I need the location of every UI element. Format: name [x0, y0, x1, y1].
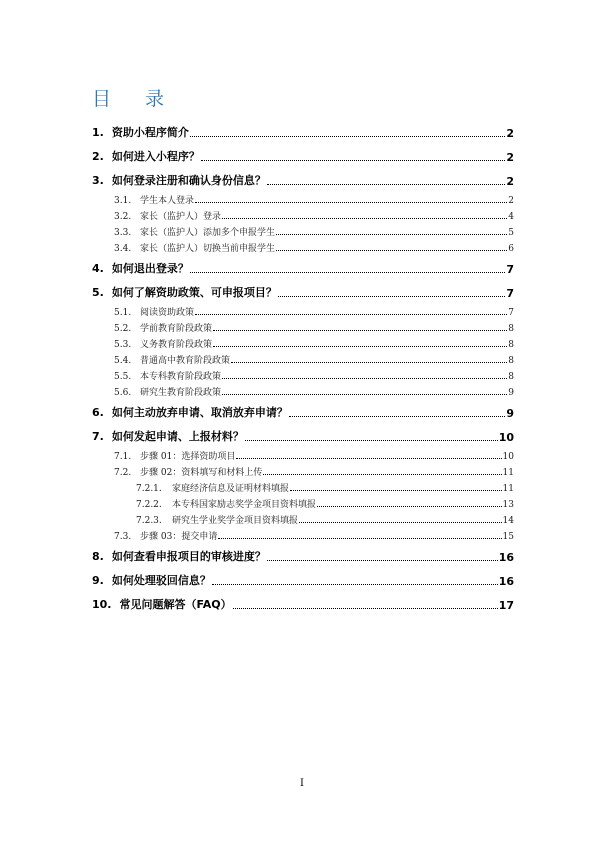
dot-leader — [276, 249, 507, 251]
toc-entry-page: 11 — [502, 468, 514, 478]
toc-entry-number: 7.2. — [114, 468, 132, 478]
toc-entry-number: 7.2.3. — [136, 516, 162, 526]
dot-leader — [201, 159, 506, 161]
toc-entry-number: 5.5. — [114, 372, 132, 382]
toc-entry-page: 2 — [508, 196, 514, 206]
toc-entry-7-1[interactable] — [114, 449, 514, 462]
toc-entry-5-5[interactable] — [114, 369, 514, 382]
toc-entry-number: 5.2. — [114, 324, 132, 334]
dot-leader — [190, 135, 506, 137]
dot-leader — [212, 583, 498, 585]
toc-entry-3-2[interactable] — [114, 209, 514, 222]
toc-entry-number: 5.3. — [114, 340, 132, 350]
dot-leader — [245, 439, 498, 441]
toc-entry-label: 步骤 01：选择资助项目 — [140, 452, 236, 462]
dot-leader — [289, 415, 506, 417]
toc-entry-label: 家长（监护人）登录 — [140, 212, 222, 222]
toc-entry-1[interactable] — [92, 124, 514, 140]
toc-entry-page: 14 — [502, 516, 514, 526]
dot-leader — [231, 361, 507, 363]
toc-entry-7-2-3[interactable] — [136, 513, 514, 526]
toc-entry-page: 8 — [508, 372, 514, 382]
toc-entry-label: 家庭经济信息及证明材料填报 — [172, 484, 290, 494]
toc-entry-5-4[interactable] — [114, 353, 514, 366]
dot-leader — [195, 313, 507, 315]
toc-entry-label: 如何进入小程序？ — [111, 150, 200, 163]
toc-entry-number: 3.1. — [114, 196, 132, 206]
toc-entry-label: 本专科教育阶段政策 — [140, 372, 222, 382]
dot-leader — [263, 473, 501, 475]
toc-entry-page: 8 — [508, 356, 514, 366]
dot-leader — [267, 183, 506, 185]
toc-entry-page: 4 — [508, 212, 514, 222]
dot-leader — [233, 607, 498, 609]
toc-entry-10[interactable] — [92, 596, 514, 612]
toc-entry-page: 13 — [502, 500, 514, 510]
toc-entry-5-1[interactable] — [114, 305, 514, 318]
toc-entry-label: 家长（监护人）添加多个申报学生 — [140, 228, 276, 238]
toc-entry-label: 学生本人登录 — [140, 196, 195, 206]
toc-entry-number: 7.1. — [114, 452, 132, 462]
toc-entry-page: 10 — [502, 452, 514, 462]
toc-entry-number: 6. — [92, 406, 104, 419]
dot-leader — [236, 457, 501, 459]
toc-entry-page: 9 — [508, 388, 514, 398]
toc-entry-label: 步骤 02：资料填写和材料上传 — [140, 468, 263, 478]
dot-leader — [190, 271, 506, 273]
toc-entry-label: 研究生教育阶段政策 — [140, 388, 222, 398]
toc-entry-page: 9 — [506, 407, 514, 420]
toc-entry-label: 家长（监护人）切换当前申报学生 — [140, 244, 276, 254]
toc-entry-number: 7.2.2. — [136, 500, 162, 510]
toc-entry-label: 资助小程序简介 — [111, 126, 189, 139]
toc-entry-number: 7. — [92, 430, 104, 443]
toc-entry-number: 2. — [92, 150, 104, 163]
toc-entry-page: 8 — [508, 340, 514, 350]
toc-entry-label: 研究生学业奖学金项目资料填报 — [172, 516, 299, 526]
toc-entry-label: 如何退出登录？ — [111, 262, 189, 275]
toc-entry-page: 16 — [498, 551, 514, 564]
toc-entry-label: 本专科国家励志奖学金项目资料填报 — [172, 500, 317, 510]
toc-entry-label: 如何发起申请、上报材料？ — [111, 430, 244, 443]
toc-title: 目 录 — [92, 88, 179, 110]
toc-entry-page: 10 — [498, 431, 514, 444]
toc-entry-6[interactable] — [92, 404, 514, 420]
toc-entry-label: 如何了解资助政策、可申报项目？ — [111, 286, 277, 299]
dot-leader — [218, 537, 501, 539]
toc-entry-label: 如何处理驳回信息？ — [111, 574, 211, 587]
toc-entry-number: 5.6. — [114, 388, 132, 398]
toc-entry-page: 6 — [508, 244, 514, 254]
toc-entry-3-1[interactable] — [114, 193, 514, 206]
toc-entry-number: 3.4. — [114, 244, 132, 254]
toc-entry-label: 阅读资助政策 — [140, 308, 195, 318]
toc-entry-number: 3.2. — [114, 212, 132, 222]
toc-entry-page: 2 — [506, 151, 514, 164]
toc-entry-number: 5. — [92, 286, 104, 299]
dot-leader — [317, 505, 502, 507]
dot-leader — [213, 329, 507, 331]
toc-entry-label: 如何查看申报项目的审核进度？ — [111, 550, 266, 563]
toc-entry-3-3[interactable] — [114, 225, 514, 238]
toc-entry-page: 16 — [498, 575, 514, 588]
toc-entry-7[interactable] — [92, 428, 514, 444]
toc-entry-number: 3. — [92, 174, 104, 187]
toc-entry-label: 普通高中教育阶段政策 — [140, 356, 231, 366]
toc-entry-4[interactable] — [92, 260, 514, 276]
toc-entry-label: 学前教育阶段政策 — [140, 324, 213, 334]
toc-entry-number: 10. — [92, 598, 112, 611]
toc-entry-label: 如何主动放弃申请、取消放弃申请？ — [111, 406, 288, 419]
toc-entry-7-2-2[interactable] — [136, 497, 514, 510]
dot-leader — [278, 295, 506, 297]
toc-entry-page: 11 — [502, 484, 514, 494]
dot-leader — [299, 521, 502, 523]
toc-entry-number: 8. — [92, 550, 104, 563]
toc-entry-7-2-1[interactable] — [136, 481, 514, 494]
toc-entry-number: 5.4. — [114, 356, 132, 366]
dot-leader — [222, 217, 507, 219]
toc-entry-number: 7.2.1. — [136, 484, 162, 494]
toc-entry-label: 如何登录注册和确认身份信息？ — [111, 174, 266, 187]
dot-leader — [222, 377, 507, 379]
toc-entry-label: 常见问题解答（FAQ） — [119, 598, 232, 611]
toc-entry-number: 5.1. — [114, 308, 132, 318]
dot-leader — [276, 233, 507, 235]
toc-entry-label: 义务教育阶段政策 — [140, 340, 213, 350]
toc-entry-page: 8 — [508, 324, 514, 334]
toc-entry-5-2[interactable] — [114, 321, 514, 334]
toc-entry-page: 2 — [506, 175, 514, 188]
toc-entry-number: 4. — [92, 262, 104, 275]
dot-leader — [222, 393, 507, 395]
toc-entry-9[interactable] — [92, 572, 514, 588]
toc-entry-number: 9. — [92, 574, 104, 587]
dot-leader — [195, 201, 507, 203]
toc-entry-page: 15 — [502, 532, 514, 542]
toc-entry-page: 7 — [506, 263, 514, 276]
dot-leader — [267, 559, 498, 561]
toc-entry-3-4[interactable] — [114, 241, 514, 254]
dot-leader — [213, 345, 507, 347]
toc-entry-page: 7 — [506, 287, 514, 300]
toc-entry-page: 2 — [506, 127, 514, 140]
dot-leader — [290, 489, 502, 491]
toc-entry-8[interactable] — [92, 548, 514, 564]
toc-entry-page: 7 — [508, 308, 514, 318]
toc-entry-number: 3.3. — [114, 228, 132, 238]
toc-entry-number: 7.3. — [114, 532, 132, 542]
toc-entry-label: 步骤 03：提交申请 — [140, 532, 218, 542]
toc-entry-5[interactable] — [92, 284, 514, 300]
page-number: I — [300, 778, 304, 789]
toc-entry-7-2[interactable] — [114, 465, 514, 478]
toc-entry-number: 1. — [92, 126, 104, 139]
toc-entry-page: 17 — [498, 599, 514, 612]
toc-entry-7-3[interactable] — [114, 529, 514, 542]
toc-entry-2[interactable] — [92, 148, 514, 164]
toc-entry-5-6[interactable] — [114, 385, 514, 398]
toc-entry-5-3[interactable] — [114, 337, 514, 350]
toc-entry-3[interactable] — [92, 172, 514, 188]
toc-entry-page: 5 — [508, 228, 514, 238]
